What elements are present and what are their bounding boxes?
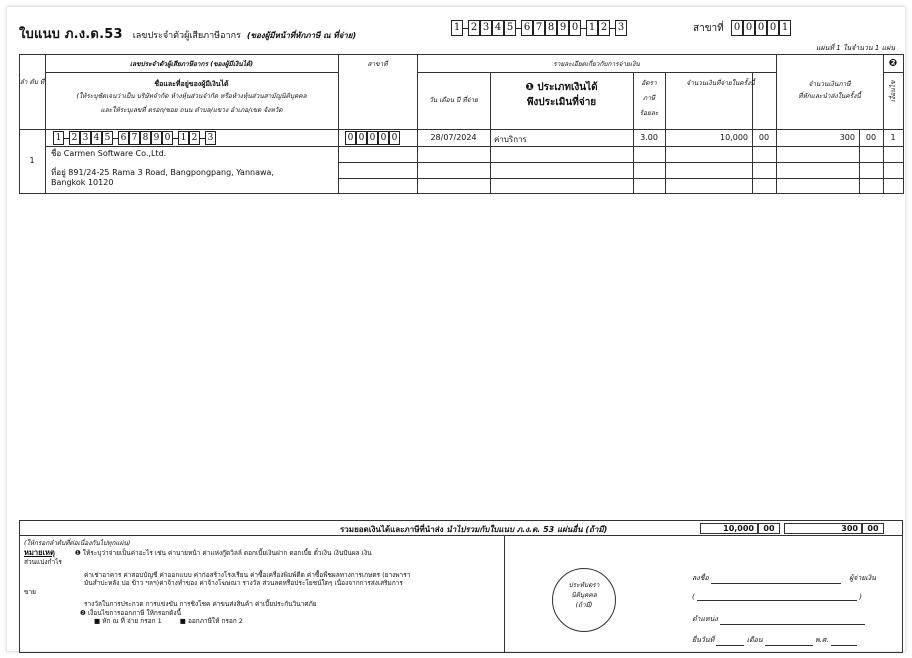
col-rate1: อัตรา bbox=[641, 79, 657, 87]
sheet-number: แผ่นที่ 1 ในจำนวน 1 แผ่น bbox=[816, 44, 895, 52]
col-branch-header: สาขาที่ bbox=[367, 60, 388, 68]
header-taxid-digits bbox=[451, 20, 627, 36]
note-1: ❶ ให้ระบุว่าจ่ายเป็นค่าอะไร เช่น ค่านายหน้า ค่าแห่งกู๊ดวิลล์ ดอกเบี้ยเงินฝาก ดอกเบี้ย ตั๋วเงิน เงินปันผล เงิน bbox=[74, 548, 372, 557]
row-taxid-digits bbox=[53, 131, 216, 145]
row-seq: 1 bbox=[29, 156, 35, 165]
note-3: รางวัลในการประกวด การแข่งขัน การชิงโชค ค่าขนส่งสินค้า ค่าเบี้ยประกันวินาศภัย bbox=[84, 599, 317, 608]
header-taxid-digit: 2 bbox=[598, 20, 610, 36]
header-taxid-digit: 8 bbox=[545, 20, 557, 36]
col-seq-header: ลำ ดับ ที่ bbox=[19, 78, 45, 86]
col-cond-header: เงื่อนไข bbox=[888, 80, 897, 103]
note-2c: ขาย bbox=[24, 588, 36, 597]
row-taxid-digit: 2 bbox=[69, 131, 80, 145]
col-amount-header: จำนวนเงินที่จ่ายในครั้งนี้ bbox=[686, 79, 755, 87]
cond-mark-icon: ❷ bbox=[888, 58, 898, 69]
col-type2-header: พึงประเมินที่จ่าย bbox=[526, 97, 597, 108]
notes-label: หมายเหตุ bbox=[24, 547, 55, 557]
header-branch-digit: 1 bbox=[779, 20, 791, 36]
form-title: ใบแนบ ภ.ง.ด.53 bbox=[19, 27, 123, 42]
totals-label: รวมยอดเงินได้และภาษีที่นำส่ง นำไปรวมกับใบแนบ ภ.ง.ด. 53 แผ่นอื่น (ถ้ามี) bbox=[340, 525, 608, 534]
fill-note: (ให้กรอกลำดับที่ต่อเนื่องกันไปทุกแผ่น) bbox=[24, 539, 131, 547]
company-seal: ประทับตรา นิติบุคคล (ถ้ามี) bbox=[552, 568, 616, 632]
col-type-header: ❶ ประเภทเงินได้ bbox=[525, 82, 598, 93]
option-pay-for: ■ ออกภาษีให้ กรอก 2 bbox=[179, 617, 243, 626]
row-taxid-digit: 2 bbox=[189, 131, 200, 145]
row-date: 28/07/2024 bbox=[430, 133, 477, 142]
taxid-note: (ของผู้มีหน้าที่หักภาษี ณ ที่จ่าย) bbox=[246, 31, 357, 40]
row-taxid-digit: 8 bbox=[140, 131, 151, 145]
totals-row bbox=[20, 521, 902, 536]
col-tax-header1: จำนวนเงินภาษี bbox=[808, 80, 851, 88]
row-taxid-digit: 6 bbox=[118, 131, 129, 145]
note-4: ❷ เงื่อนไขการออกภาษี ให้กรอกดังนี้ bbox=[80, 608, 182, 617]
header-taxid-digit: 0 bbox=[569, 20, 581, 36]
summary-box bbox=[19, 520, 903, 653]
row-address-line2: Bangkok 10120 bbox=[51, 178, 114, 187]
notes-section bbox=[24, 539, 504, 626]
header-taxid-digit: 4 bbox=[492, 20, 504, 36]
total-amount: 10,000 bbox=[700, 523, 758, 534]
row-condition: 1 bbox=[890, 133, 896, 142]
row-taxid-digit: 1 bbox=[53, 131, 64, 145]
row-rate: 3.00 bbox=[640, 133, 658, 142]
header-taxid-digit: 2 bbox=[468, 20, 480, 36]
row-taxid-digit: 7 bbox=[129, 131, 140, 145]
row-taxid-digit: 0 bbox=[162, 131, 173, 145]
row-name: ชื่อ Carmen Software Co.,Ltd. bbox=[51, 149, 167, 158]
note-2b: มันสำปะหลัง ปอ ข้าว ฯลฯ)ค่าจ้างทำของ ค่าจ้างโฆษณา รางวัล ส่วนลดหรือประโยชน์ใดๆ เนื่องจากการส่งเสริมการ bbox=[84, 579, 403, 588]
col-date-header: วัน เดือน ปี ที่จ่าย bbox=[429, 96, 478, 104]
col-taxid-header: เลขประจำตัวผู้เสียภาษีอากร (ของผู้มีเงินได้) bbox=[129, 60, 254, 68]
row-branch-digit: 0 bbox=[378, 131, 389, 145]
row-taxid-digit: 3 bbox=[80, 131, 91, 145]
option-withhold: ■ หัก ณ ที่ จ่าย กรอก 1 bbox=[94, 617, 162, 626]
row-amount: 10,000 bbox=[720, 133, 748, 142]
row-taxid-digit: 4 bbox=[91, 131, 102, 145]
col-detail-header: รายละเอียดเกี่ยวกับการจ่ายเงิน bbox=[553, 60, 640, 68]
position-line: ตำแหน่ง bbox=[692, 614, 865, 625]
row-tax-satang: 00 bbox=[865, 133, 877, 142]
row-branch-digit: 0 bbox=[356, 131, 367, 145]
signature-line: ลงชื่อ ผู้จ่ายเงิน bbox=[692, 574, 876, 582]
col-rate3: ร้อยละ bbox=[639, 109, 659, 117]
form-page bbox=[6, 6, 906, 652]
header-taxid-digit: 3 bbox=[480, 20, 492, 36]
header-taxid-digit: 6 bbox=[521, 20, 533, 36]
form-header bbox=[19, 23, 356, 44]
total-amount-satang: 00 bbox=[758, 523, 780, 534]
total-tax-satang: 00 bbox=[862, 523, 884, 534]
row-tax: 300 bbox=[839, 133, 855, 142]
col-name-note2: และให้ระบุเลขที่ ตรอก/ซอย ถนน ตำบล/แขวง อำเภอ/เขต จังหวัด bbox=[100, 106, 283, 114]
payment-table bbox=[19, 54, 903, 194]
row-branch-digits bbox=[345, 131, 400, 145]
row-branch-digit: 0 bbox=[367, 131, 378, 145]
col-tax-header2: ที่หักและนำส่งในครั้งนี้ bbox=[798, 92, 861, 100]
header-taxid-digit: 5 bbox=[504, 20, 516, 36]
col-name-note1: (ให้ระบุชัดเจนว่าเป็น บริษัทจำกัด ห้างหุ้นส่วนจำกัด หรือห้างหุ้นส่วนสามัญนิติบุคคล bbox=[76, 92, 307, 100]
header-branch-digit: 0 bbox=[767, 20, 779, 36]
header-taxid-digit: 1 bbox=[586, 20, 598, 36]
row-income-type: ค่าบริการ bbox=[494, 135, 527, 144]
row-branch-digit: 0 bbox=[389, 131, 400, 145]
note-2: ค่าเช่าอาคาร ค่าสอบบัญชี ค่าออกแบบ ค่าก่อสร้างโรงเรียน ค่าซื้อเครื่องพิมพ์ดีด ค่าซื้อพืชผลทางการเกษตร (ยางพารา bbox=[84, 570, 411, 579]
header-branch-digit: 0 bbox=[743, 20, 755, 36]
row-taxid-digit: 9 bbox=[151, 131, 162, 145]
row-taxid-digit: 1 bbox=[178, 131, 189, 145]
col-rate2: ภาษี bbox=[642, 94, 656, 102]
header-branch-digits bbox=[731, 20, 791, 36]
col-name-header: ชื่อและที่อยู่ของผู้มีเงินได้ bbox=[154, 80, 229, 88]
header-branch-digit: 0 bbox=[755, 20, 767, 36]
header-taxid-digit: 9 bbox=[557, 20, 569, 36]
taxid-label: เลขประจำตัวผู้เสียภาษีอากร bbox=[132, 31, 241, 41]
header-taxid-digit: 3 bbox=[615, 20, 627, 36]
note-1b: ส่วนแบ่งกำไร bbox=[24, 557, 62, 566]
signer-name-line: ( ) bbox=[692, 593, 862, 601]
row-taxid-digit: 5 bbox=[102, 131, 113, 145]
row-taxid-digit: 3 bbox=[205, 131, 216, 145]
branch-label: สาขาที่ bbox=[693, 23, 724, 34]
total-tax: 300 bbox=[784, 523, 862, 534]
header-branch-digit: 0 bbox=[731, 20, 743, 36]
row-branch-digit: 0 bbox=[345, 131, 356, 145]
date-line: ยื่นวันที่ เดือน พ.ศ. bbox=[692, 635, 857, 646]
row-amount-satang: 00 bbox=[758, 133, 770, 142]
header-taxid-digit: 1 bbox=[451, 20, 463, 36]
type-mark-icon: ❶ bbox=[525, 82, 534, 93]
row-address-line1: ที่อยู่ 891/24-25 Rama 3 Road, Bangpongpang, Yannawa, bbox=[51, 168, 274, 177]
header-taxid-digit: 7 bbox=[533, 20, 545, 36]
